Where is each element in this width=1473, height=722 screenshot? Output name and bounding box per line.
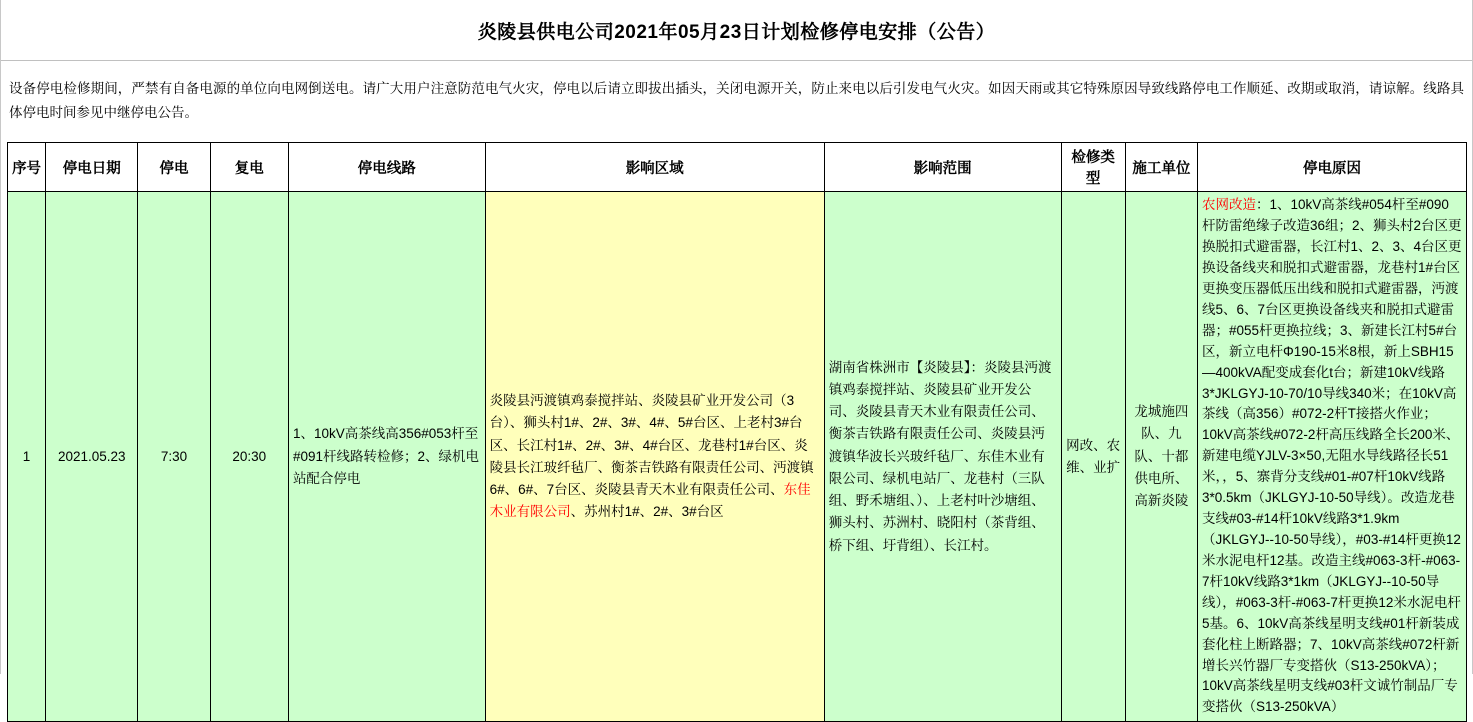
area-text-part1: 炎陵县沔渡镇鸡泰搅拌站、炎陵县矿业开发公司（3台）、狮头村1#、2#、3#、4#、5#台区、上老村3#台区、长江村1#、2#、3#、4#台区、龙巷村1#台区、炎陵县长江玻纤毡厂、衡茶吉铁路有限责任公司、沔渡镇6#、6#、7台区、炎陵县青天木业有限责任公司、 <box>489 392 814 498</box>
cell-off-time: 7:30 <box>138 192 210 722</box>
column-header-index: 序号 <box>8 143 46 192</box>
cell-index: 1 <box>8 192 46 722</box>
cell-scope: 湖南省株洲市【炎陵县】：炎陵县沔渡镇鸡泰搅拌站、炎陵县矿业开发公司、炎陵县青天木业有限责任公司、衡茶吉铁路有限责任公司、炎陵县沔渡镇华波长兴玻纤毡厂、东佳木业有限公司、绿机电站厂、龙巷村（三队组、野禾塘组、）、上老村叶沙塘组、狮头村、苏洲村、晓阳村（茶背组、桥下组、圩背组）、长江村。 <box>824 192 1061 722</box>
column-header-reason: 停电原因 <box>1198 143 1467 192</box>
column-header-off-time: 停电 <box>138 143 210 192</box>
outage-schedule-table <box>7 142 1467 722</box>
column-header-line: 停电线路 <box>288 143 485 192</box>
column-header-scope: 影响范围 <box>824 143 1061 192</box>
cell-maintain-type: 网改、农维、业扩 <box>1061 192 1125 722</box>
cell-line: 1、10kV高茶线高356#053杆至#091杆线路转检修；2、绿机电站配合停电 <box>288 192 485 722</box>
cell-unit: 龙城施四队、九队、十都供电所、高新炎陵 <box>1125 192 1197 722</box>
page-title: 炎陵县供电公司2021年05月23日计划检修停电安排（公告） <box>477 21 996 43</box>
cell-date: 2021.05.23 <box>46 192 138 722</box>
column-header-on-time: 复电 <box>210 143 288 192</box>
column-header-maintain-type: 检修类型 <box>1061 143 1125 192</box>
cell-area <box>485 192 824 722</box>
column-header-area: 影响区域 <box>485 143 824 192</box>
notice-paragraph: 设备停电检修期间，严禁有自备电源的单位向电网倒送电。请广大用户注意防范电气火灾，停电以后请立即拔出插头，关闭电源开关，防止来电以后引发电气火灾。如因天雨或其它特殊原因导致线路停电工作顺延、改期或取消，请谅解。线路具体停电时间参见中继停电公告。 <box>9 81 1464 120</box>
area-text-highlight: 东佳木业有限公司 <box>489 482 811 520</box>
cell-on-time: 20:30 <box>210 192 288 722</box>
table-row <box>8 192 1467 722</box>
reason-text: ：1、10kV高茶线#054杆至#090杆防雷绝缘子改造36组；2、狮头村2台区更换脱扣式避雷器，长江村1、2、3、4台区更换设备线夹和脱扣式避雷器，龙巷村1#台区更换变压器低压出线和脱扣式避雷器，沔渡线5、6、7台区更换设备线夹和脱扣式避雷器；#055杆更换拉线；3、新建长江村5#台区，新立电杆Φ190-15米8根，新上SBH15—400kVA配变成套化t台；新建10kV线路3*JKLGYJ-10-70/10导线340米；在10kV高茶线（高356）#072-2杆T接搭火作业；10kV高茶线#072-2杆高压线路全长200米、新建电缆YJLV-3×50,无阻水导线路径长51米，，5、寨背分支线#01-#07杆10kV线路3*0.5km（JKLGYJ-10-50导线）。改造龙巷支线#03-#14杆10kV线路3*1.9km（JKLGYJ--10-50导线），#03-#14杆更换12米水泥电杆12基。改造主线#063-3杆-#063-7杆10kV线路3*1km（JKLGYJ--10-50导线），#063-3杆-#063-7杆更换12米水泥电杆5基。6、10kV高茶线星明支线#01杆新装成套化柱上断路器；7、10kV高茶线#072杆新增长兴竹器厂专变搭伙（S13-250kVA）；10kV高茶线星明支线#03杆文诚竹制品厂专变搭伙（S13-250kVA） <box>1202 197 1462 715</box>
reason-highlight: 农网改造 <box>1202 197 1257 213</box>
table-header-row <box>8 143 1467 192</box>
column-header-unit: 施工单位 <box>1125 143 1197 192</box>
page-title-bar <box>1 0 1472 61</box>
cell-reason <box>1198 192 1467 722</box>
area-text-part2: 、苏州村1#、2#、3#台区 <box>570 504 724 520</box>
column-header-date: 停电日期 <box>46 143 138 192</box>
